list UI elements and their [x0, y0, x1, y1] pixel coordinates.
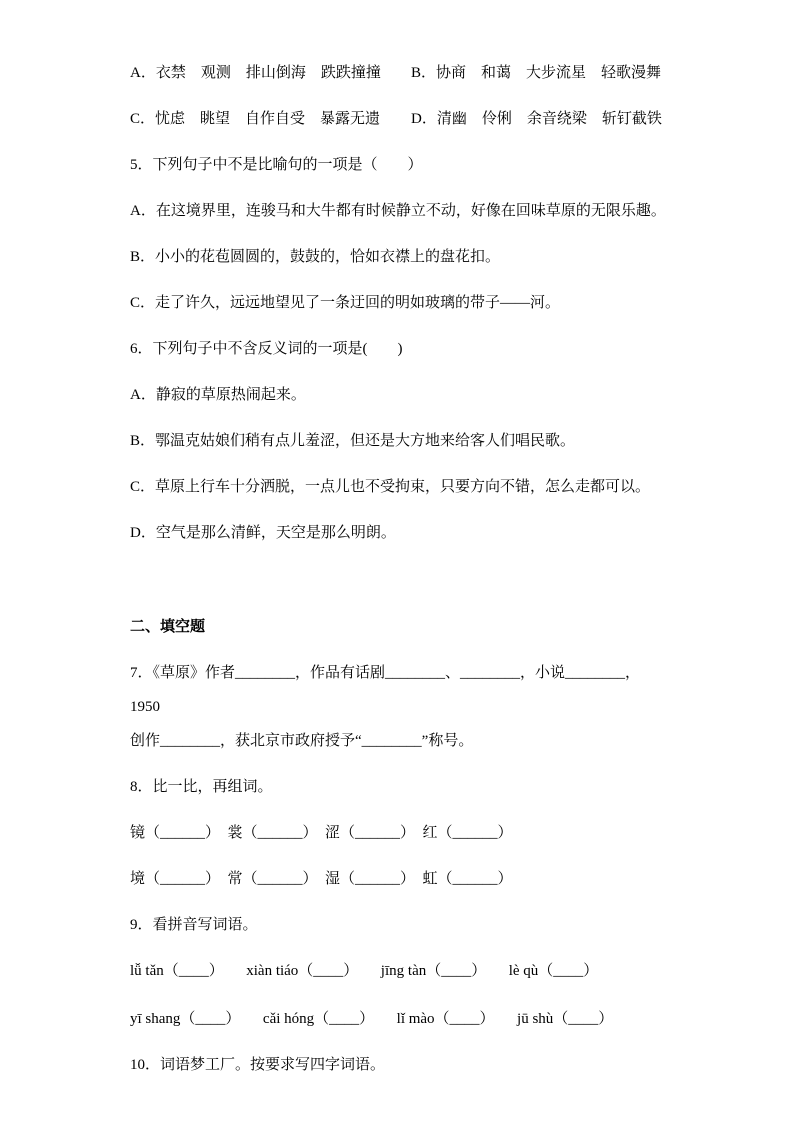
q6-option-c: C．草原上行车十分洒脱，一点儿也不受拘束，只要方向不错，怎么走都可以。	[130, 479, 651, 495]
q5-stem: 5．下列句子中不是比喻句的一项是（ ）	[130, 157, 423, 173]
q5-option-c: C．走了许久，远远地望见了一条迂回的明如玻璃的带子——河。	[130, 295, 561, 311]
q9-pinyin-row-1: lǚ tǎn（____） xiàn tiáo（____） jīng tàn（____） lè qù（____）	[130, 963, 599, 979]
q10-stem: 10．词语梦工厂。按要求写四字词语。	[130, 1057, 386, 1073]
q8-word-row-2: 境（______） 常（______） 湿（______） 虹（______）	[130, 871, 513, 887]
q5-option-a: A．在这境界里，连骏马和大牛都有时候静立不动，好像在回味草原的无限乐趣。	[130, 203, 666, 219]
q4-option-a: A．衣禁 观测 排山倒海 跌跌撞撞	[130, 65, 381, 81]
q8-word-row-1: 镜（______） 裳（______） 涩（______） 红（______）	[130, 825, 513, 841]
q4-option-c: C．忧虑 眺望 自作自受 暴露无遗	[130, 111, 381, 127]
q8-stem: 8．比一比，再组词。	[130, 779, 273, 795]
q4-option-row-1	[130, 56, 666, 90]
q7-line-2: 创作________，获北京市政府授予“________”称号。	[130, 733, 474, 749]
section-2-title: 二、填空题	[130, 619, 206, 635]
q4-option-b: B．协商 和蔼 大步流星 轻歌漫舞	[411, 65, 662, 81]
q5-option-b: B．小小的花苞圆圆的，鼓鼓的，恰如衣襟上的盘花扣。	[130, 249, 501, 265]
q4-option-d: D．清幽 伶俐 余音绕梁 斩钉截铁	[411, 111, 662, 127]
q7-line-1: 7．《草原》作者________，作品有话剧________、________，小说________，1950	[130, 665, 641, 715]
q7-paragraph	[130, 656, 666, 758]
q6-option-b: B．鄂温克姑娘们稍有点儿羞涩，但还是大方地来给客人们唱民歌。	[130, 433, 576, 449]
q4-option-row-2	[130, 102, 666, 136]
q9-pinyin-row-2: yī shang（____） cǎi hóng（____） lǐ mào（____） jū shù（____）	[130, 1011, 614, 1027]
q6-option-a: A．静寂的草原热闹起来。	[130, 387, 306, 403]
q9-stem: 9．看拼音写词语。	[130, 917, 258, 933]
q6-option-d: D．空气是那么清鲜，天空是那么明朗。	[130, 525, 396, 541]
q6-stem: 6．下列句子中不含反义词的一项是( )	[130, 341, 403, 357]
